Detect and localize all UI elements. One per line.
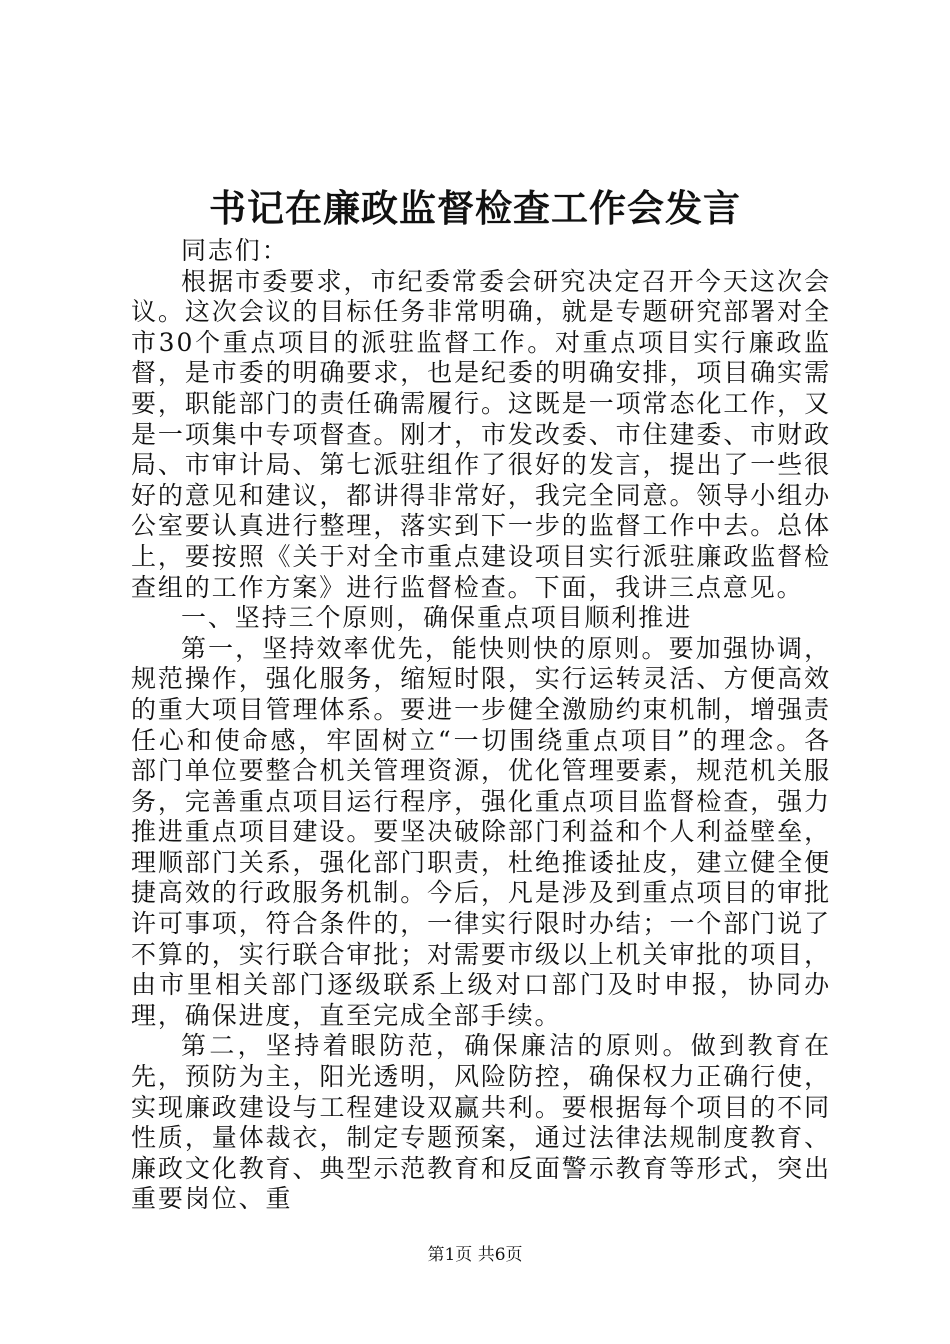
section-heading: 一、坚持三个原则，确保重点项目顺利推进	[181, 603, 693, 633]
page-footer: 第1页 共6页	[427, 1245, 523, 1265]
document-title: 书记在廉政监督检查工作会发言	[209, 186, 741, 230]
paragraph-second-principle: 第二，坚持着眼防范，确保廉洁的原则。做到教育在先，预防为主，阳光透明，风险防控，确保权力正确行使，实现廉政建设与工程建设双赢共利。要根据每个项目的不同性质，量体裁衣，制定专题预案，通过法律法规制度教育、廉政文化教育、典型示范教育和反面警示教育等形式，突出重要岗位、重	[131, 1031, 831, 1214]
paragraph-first-principle: 第一，坚持效率优先，能快则快的原则。要加强协调，规范操作，强化服务，缩短时限，实行运转灵活、方便高效的重大项目管理体系。要进一步健全激励约束机制，增强责任心和使命感，牢固树立“一切围绕重点项目”的理念。各部门单位要整合机关管理资源，优化管理要素，规范机关服务，完善重点项目运行程序，强化重点项目监督检查，强力推进重点项目建设。要坚决破除部门利益和个人利益壁垒，理顺部门关系，强化部门职责，杜绝推诿扯皮，建立健全便捷高效的行政服务机制。今后，凡是涉及到重点项目的审批许可事项，符合条件的，一律实行限时办结；一个部门说了不算的，实行联合审批；对需要市级以上机关审批的项目，由市里相关部门逐级联系上级对口部门及时申报，协同办理，确保进度，直至完成全部手续。	[131, 633, 831, 1030]
salutation: 同志们：	[181, 236, 289, 265]
document-body	[131, 236, 831, 1215]
paragraph-intro: 根据市委要求，市纪委常委会研究决定召开今天这次会议。这次会议的目标任务非常明确，就是专题研究部署对全市30个重点项目的派驻监督工作。对重点项目实行廉政监督，是市委的明确要求，也是纪委的明确安排，项目确实需要，职能部门的责任确需履行。这既是一项常态化工作，又是一项集中专项督查。刚才，市发改委、市住建委、市财政局、市审计局、第七派驻组作了很好的发言，提出了一些很好的意见和建议，都讲得非常好，我完全同意。领导小组办公室要认真进行整理，落实到下一步的监督工作中去。总体上，要按照《关于对全市重点建设项目实行派驻廉政监督检查组的工作方案》进行监督检查。下面，我讲三点意见。	[131, 266, 831, 602]
